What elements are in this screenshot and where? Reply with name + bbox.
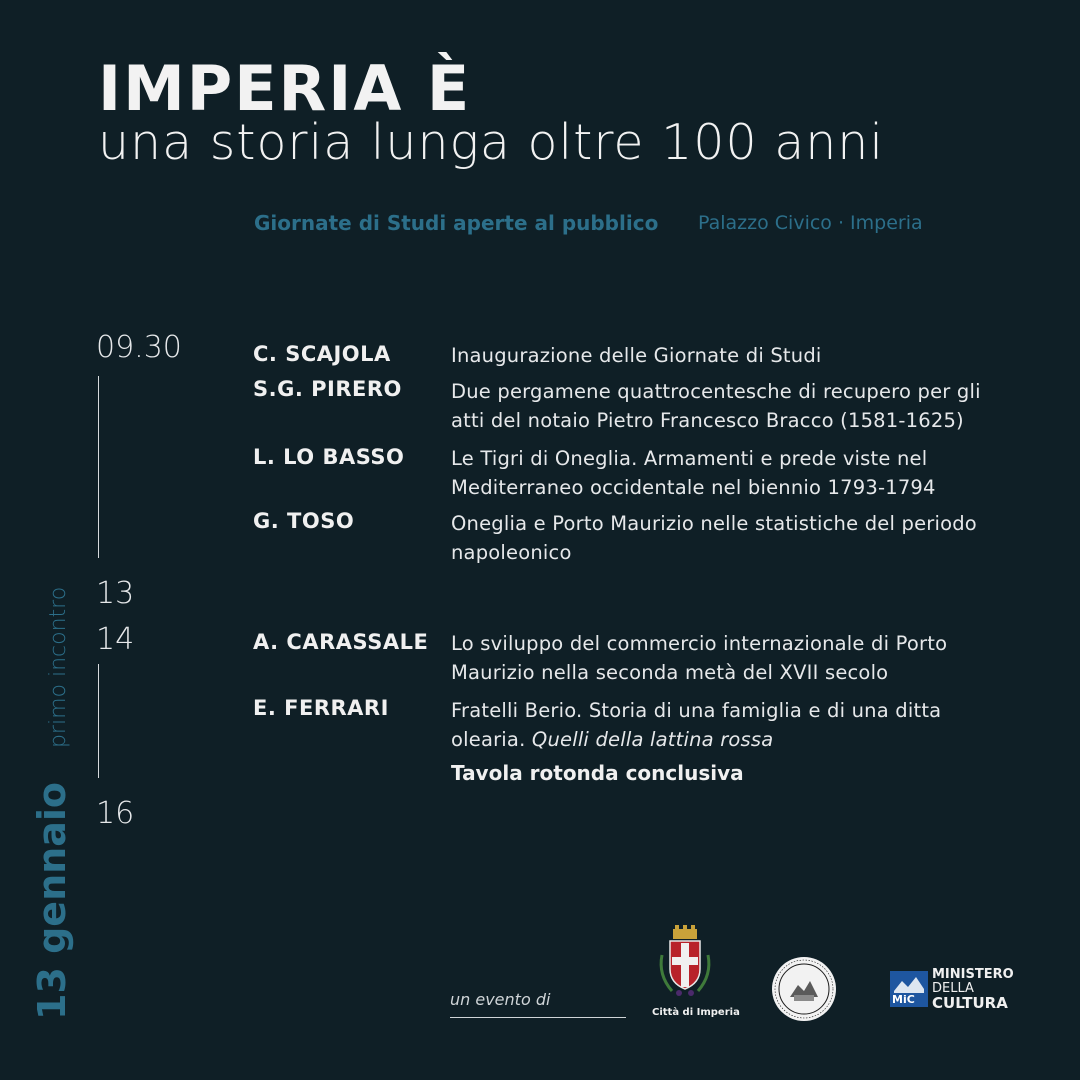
event-tagline: Giornate di Studi aperte al pubblico xyxy=(254,211,659,235)
talk-title: Inaugurazione delle Giornate di Studi xyxy=(451,344,822,367)
city-logo-label: Città di Imperia xyxy=(652,1007,740,1018)
time-end: 16 xyxy=(96,796,135,831)
ministry-logo xyxy=(890,968,1020,1012)
speaker-name: G. TOSO xyxy=(253,509,355,533)
timeline-line-morning xyxy=(98,376,99,558)
talk-title-italic: Quelli della lattina rossa xyxy=(531,728,774,751)
event-date: 13 gennaio xyxy=(30,782,74,1020)
ministry-line-1: MINISTERO xyxy=(932,967,1014,982)
ministry-name xyxy=(932,968,1014,1010)
page-subtitle: una storia lunga oltre 100 anni xyxy=(98,114,884,171)
event-venue: Palazzo Civico · Imperia xyxy=(698,212,923,234)
institute-seal-logo xyxy=(770,955,838,1023)
page-title: IMPERIA È xyxy=(98,52,472,125)
coat-of-arms-icon xyxy=(652,925,718,1005)
mic-badge-label: MiC xyxy=(892,993,915,1006)
speaker-name: S.G. PIRERO xyxy=(253,377,402,401)
timeline-line-afternoon xyxy=(98,664,99,778)
talk-title: Lo sviluppo del commercio internazionale di Porto Maurizio nella seconda metà del XVII secolo xyxy=(451,632,948,684)
talk-title-text: Fratelli Berio. Storia di una famiglia e di una ditta olearia. xyxy=(451,699,942,751)
talk-title: Le Tigri di Oneglia. Armamenti e prede viste nel Mediterraneo occidentale nel biennio 1793-1794 xyxy=(451,447,936,499)
time-resume: 14 xyxy=(96,622,135,657)
side-label xyxy=(30,540,90,1040)
event-by-underline xyxy=(450,1017,626,1018)
closing-session: Tavola rotonda conclusiva xyxy=(451,761,744,785)
speaker-name: L. LO BASSO xyxy=(253,445,405,469)
ministry-line-2: DELLA xyxy=(932,981,974,996)
city-logo xyxy=(652,925,740,1020)
speaker-name: C. SCAJOLA xyxy=(253,342,391,366)
talk-title xyxy=(451,696,1011,754)
mic-badge-icon xyxy=(890,971,928,1007)
time-break-start: 13 xyxy=(96,576,135,611)
ministry-line-3: CULTURA xyxy=(932,994,1008,1012)
talk-title: Due pergamene quattrocentesche di recupero per gli atti del notaio Pietro Francesco Bracco (1581-1625) xyxy=(451,380,981,432)
time-start: 09.30 xyxy=(96,330,182,365)
speaker-name: A. CARASSALE xyxy=(253,630,429,654)
event-by-label: un evento di xyxy=(450,990,551,1009)
talk-title: Oneglia e Porto Maurizio nelle statistiche del periodo napoleonico xyxy=(451,512,977,564)
speaker-name: E. FERRARI xyxy=(253,696,389,720)
seal-icon xyxy=(770,955,838,1023)
meeting-label: primo incontro xyxy=(46,586,71,749)
